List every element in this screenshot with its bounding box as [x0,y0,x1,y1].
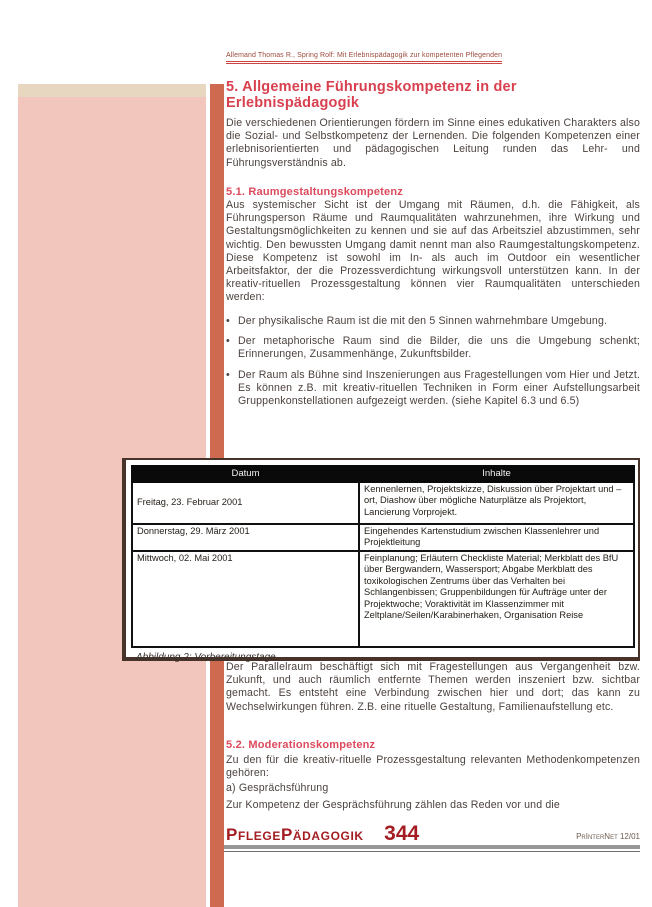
page-title: 5. Allgemeine Führungskompetenz in der Erlebnispädagogik [226,79,517,111]
intro-paragraph: Die verschiedenen Orientierungen fördern im Sinne eines edukativen Charakters also die Sozial- und Selbstkompetenz der Lernenden. Die folgenden Kompetenzen einer erlebnisorientierten und pädagogischen Leitung runden das Lehr- und Führungsverständnis ab. [226,117,640,169]
footer-journal-name: PflegePädagogik [226,825,364,844]
cell-inhalte: Kennenlernen, Projektskizze, Diskussion über Projektart und –ort, Diashow über mögliche Naturplätze als Projektort, Lancierung Vorprojekt. [359,482,634,524]
figure-caption: Abbildung 2: Vorbereitungstage [136,652,276,663]
footer-rule-thick [224,845,640,849]
section-5-1-body: Aus systemischer Sicht ist der Umgang mit Räumen, d.h. die Fähigkeit, als Führungsperson Räume und Raumqualitäten wahrzunehmen, ihre Wirkung und Gestaltungsmöglichkeiten zu kennen und sie auf das Arbeitsziel abzustimmen, sehr wichtig. Den bewussten Umgang damit nennt man also Raumgestaltungskompetenz. Diese Kompetenz ist sowohl im In- als auch im Outdoor ein wesentlicher Arbeitsfaktor, der die Prozessverdichtung wirkungsvoll unterstützen kann. In der kreativ-rituellen Prozessgestaltung können vier Raumqualitäten unterschieden werden: [226,199,640,304]
cell-inhalte: Feinplanung; Erläutern Checkliste Material; Merkblatt des BfU über Bergwandern, Wassersport; Abgabe Merkblatt des toxikologischen Zentrums über das Verhalten bei Schlangenbissen; Gruppenbildungen für Aufträge unter der Projektwoche; Voraktivität im Klassenzimmer mit Zeltplane/Seilen/Karabinerhaken, Organisation Reise [359,551,634,647]
bullet-item [226,369,640,409]
cell-datum: Freitag, 23. Februar 2001 [132,482,359,524]
table-row [132,551,634,647]
table-row [132,482,634,524]
bullet-list [226,315,640,415]
cell-datum: Donnerstag, 29. März 2001 [132,524,359,551]
bullet-marker: • [226,335,230,348]
bullet-item [226,315,640,328]
footer-issue: PrInterNet 12/01 [576,832,640,841]
continuation-paragraph: Zur Kompetenz der Gesprächsführung zählen das Reden vor und die [226,799,560,811]
running-header-text: Allemand Thomas R., Spring Rolf: Mit Erlebnispädagogik zur kompetenten Pflegenden [226,52,502,64]
bullet-item [226,335,640,361]
parallelraum-paragraph: Der Parallelraum beschäftigt sich mit Fragestellungen aus Vergangenheit bzw. Zukunft, und auch räumlich entfernte Themen werden inszeniert bzw. sichtbar gemacht. Es entsteht eine Verbindung zwischen hier und dort; das kann zu Wechselwirkungen führen. Z.B. eine rituelle Gestaltung, Familienaufstellung etc. [226,661,640,713]
cell-datum: Mittwoch, 02. Mai 2001 [132,551,359,647]
list-item-a: a) Gesprächsführung [226,782,329,794]
footer-rule-thin [224,851,640,852]
footer-page-number: 344 [384,822,420,845]
table-header-inhalte: Inhalte [359,466,634,482]
figure-panel [122,458,640,661]
footer-left [226,822,419,846]
bullet-text: Der metaphorische Raum sind die Bilder, die uns die Umgebung schenkt; Erinnerungen, Zusammenhänge, Zukunftsbilder. [238,335,640,361]
section-5-2-body: Zu den für die kreativ-rituelle Prozessgestaltung relevanten Methodenkompetenzen gehören: [226,754,640,780]
section-5-2-heading: 5.2. Moderationskompetenz [226,739,376,751]
table-row [132,524,634,551]
bullet-marker: • [226,315,230,327]
bullet-marker: • [226,368,230,381]
schedule-table [131,465,635,648]
running-header [226,52,640,64]
cell-inhalte: Eingehendes Kartenstudium zwischen Klassenlehrer und Projektleitung [359,524,634,551]
section-5-1-heading: 5.1. Raumgestaltungskompetenz [226,186,403,198]
table-header-row [132,466,634,482]
bullet-text: Der Raum als Bühne sind Inszenierungen aus Fragestellungen vom Hier und Jetzt. Es können z.B. mit kreativ-rituellen Techniken in Form einer Aufstellungsarbeit Gruppenkonstellationen aufgezeigt werden. (siehe Kapitel 6.3 und 6.5) [238,368,640,408]
bullet-text: Der physikalische Raum ist die mit den 5 Sinnen wahrnehmbare Umgebung. [238,315,608,327]
table-header-datum: Datum [132,466,359,482]
sidebar-beige-strip [18,84,206,97]
